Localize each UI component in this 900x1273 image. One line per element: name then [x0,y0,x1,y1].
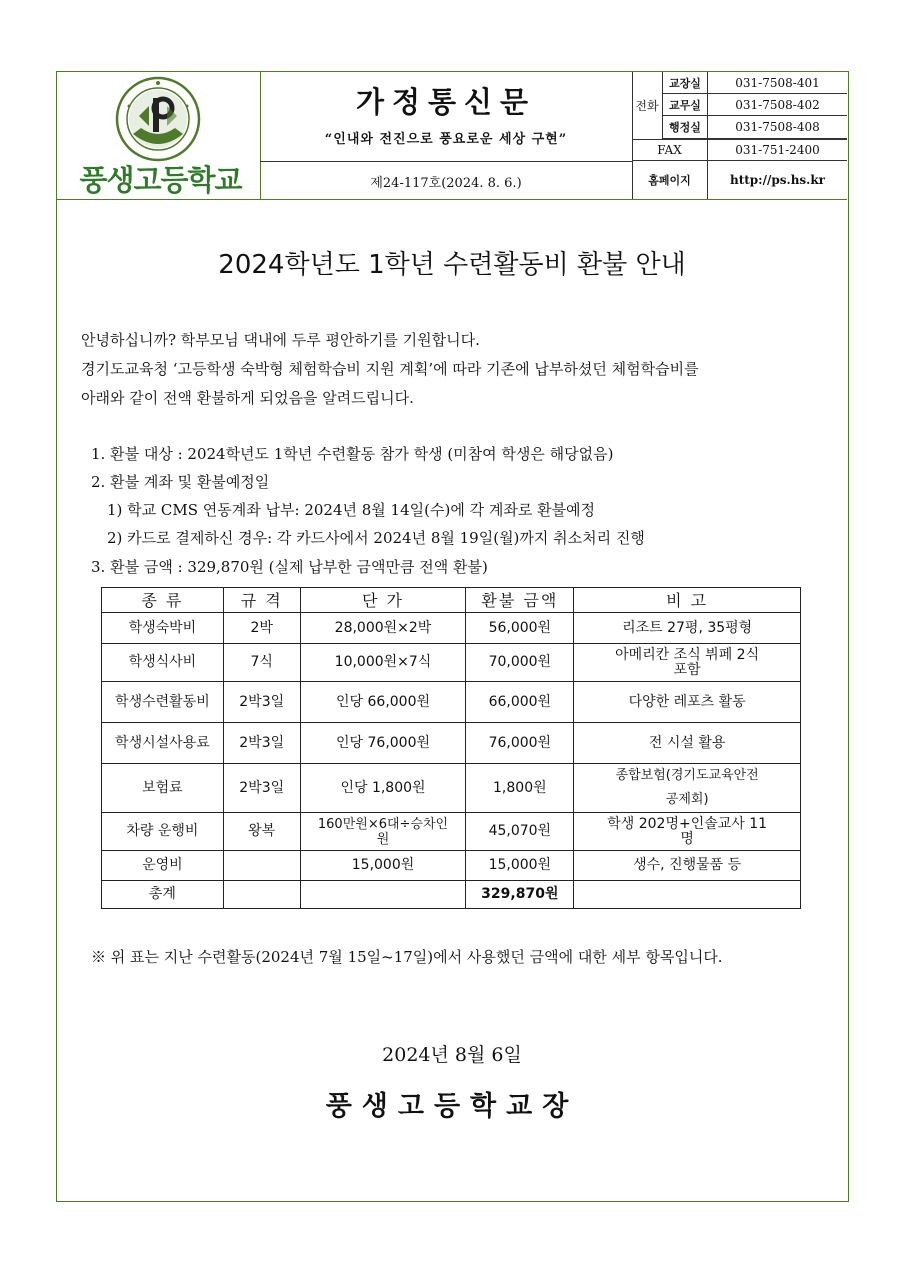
table-cell: 2박 [223,613,300,644]
table-cell: 10,000원×7식 [300,644,466,682]
intro-line-3: 아래와 같이 전액 환불하게 되었음을 알려드립니다. [81,389,414,407]
fax-number: 031-751-2400 [708,139,847,161]
issue-cell [260,161,633,199]
table-cell: 운영비 [102,851,224,881]
table-cell: 76,000원 [466,723,574,764]
table-cell: 160만원×6대÷승차인원 [300,813,466,851]
table-cell: 45,070원 [466,813,574,851]
table-cell: 56,000원 [466,613,574,644]
phone-dept-3: 행정실 [663,116,708,139]
table-row [102,851,801,881]
table-row [102,613,801,644]
table-cell: 아메리칸 조식 뷔페 2식 포함 [574,644,801,682]
table-cell: 7식 [223,644,300,682]
item-card-refund: 2) 카드로 결제하신 경우: 각 카드사에서 2024년 8월 19일(월)까지 취소처리 진행 [107,529,645,547]
table-cell: 리조트 27평, 35평형 [574,613,801,644]
item-cms-refund: 1) 학교 CMS 연동계좌 납부: 2024년 8월 14일(수)에 각 계좌로 환불예정 [107,501,596,519]
table-cell: 2박3일 [223,723,300,764]
fee-table [101,587,801,909]
table-cell [223,851,300,881]
contact-table [632,72,847,199]
table-cell: 학생수련활동비 [102,682,224,723]
table-row [102,764,801,813]
intro-line-2: 경기도교육청 ‘고등학생 숙박형 체험학습비 지원 계획’에 따라 기존에 납부하셨던 체험학습비를 [81,360,699,378]
table-cell: 왕복 [223,813,300,851]
table-cell: 2박3일 [223,764,300,813]
header-unit-price: 단 가 [300,588,466,613]
table-cell: 15,000원 [466,851,574,881]
table-row [102,644,801,682]
table-cell: 66,000원 [466,682,574,723]
table-cell: 종합보험(경기도교육안전공제회) [574,764,801,813]
table-cell: 2박3일 [223,682,300,723]
homepage-label: 홈페이지 [632,161,708,199]
table-cell: 생수, 진행물품 등 [574,851,801,881]
header-refund-amount: 환불 금액 [466,588,574,613]
item-refund-amount: 3. 환불 금액 : 329,870원 (실제 납부한 금액만큼 전액 환불) [91,558,488,576]
table-cell: 70,000원 [466,644,574,682]
table-header-row [102,588,801,613]
letterhead [57,72,847,200]
header-remarks: 비 고 [574,588,801,613]
table-cell [223,881,300,909]
table-cell: 학생 202명+인솔교사 11명 [574,813,801,851]
item-refund-account: 2. 환불 계좌 및 환불예정일 [91,473,270,491]
table-row [102,723,801,764]
phone-number-2: 031-7508-402 [708,94,847,116]
table-cell [300,881,466,909]
phone-number-3: 031-7508-408 [708,116,847,139]
table-cell: 학생숙박비 [102,613,224,644]
table-cell: 인당 66,000원 [300,682,466,723]
phone-label: 전화 [632,72,663,139]
issue-date: 2024년 8월 6일 [382,1044,522,1066]
phone-dept-2: 교무실 [663,94,708,116]
issue-number: 제24-117호(2024. 8. 6.) [370,176,522,191]
table-cell: 인당 1,800원 [300,764,466,813]
total-amount: 329,870원 [466,881,574,909]
item-refund-target: 1. 환불 대상 : 2024학년도 1학년 수련활동 참가 학생 (미참여 학생은 해당없음) [91,445,614,463]
logo-cell [57,72,261,199]
title-cell [260,72,633,162]
table-note: ※ 위 표는 지난 수련활동(2024년 7월 15일~17일)에서 사용했던 금액에 대한 세부 항목입니다. [91,948,723,966]
table-cell: 학생시설사용료 [102,723,224,764]
fax-label: FAX [632,139,708,161]
table-cell: 보험료 [102,764,224,813]
school-seal-icon [115,76,201,162]
table-cell: 28,000원×2박 [300,613,466,644]
intro-line-1: 안녕하십니까? 학부모님 댁내에 두루 평안하기를 기원합니다. [81,331,480,349]
table-cell: 학생식사비 [102,644,224,682]
table-cell [574,881,801,909]
principal-signature: 풍생고등학교장 [325,1091,579,1122]
table-cell: 차량 운행비 [102,813,224,851]
table-cell: 전 시설 활용 [574,723,801,764]
document-title: 2024학년도 1학년 수련활동비 환불 안내 [218,250,686,280]
table-cell: 15,000원 [300,851,466,881]
table-cell: 다양한 레포츠 활동 [574,682,801,723]
table-cell: 인당 76,000원 [300,723,466,764]
table-cell: 총계 [102,881,224,909]
school-motto: “인내와 전진으로 풍요로운 세상 구현” [324,132,568,147]
phone-number-1: 031-7508-401 [708,72,847,94]
phone-dept-1: 교장실 [663,72,708,94]
table-row [102,682,801,723]
newsletter-title: 가정통신문 [355,85,537,119]
table-row [102,813,801,851]
table-total-row [102,881,801,909]
school-name: 풍생고등학교 [79,163,242,197]
header-spec: 규 격 [223,588,300,613]
header-category: 종 류 [102,588,224,613]
table-cell: 1,800원 [466,764,574,813]
homepage-url[interactable]: http://ps.hs.kr [729,173,825,187]
document-frame [56,71,849,1202]
